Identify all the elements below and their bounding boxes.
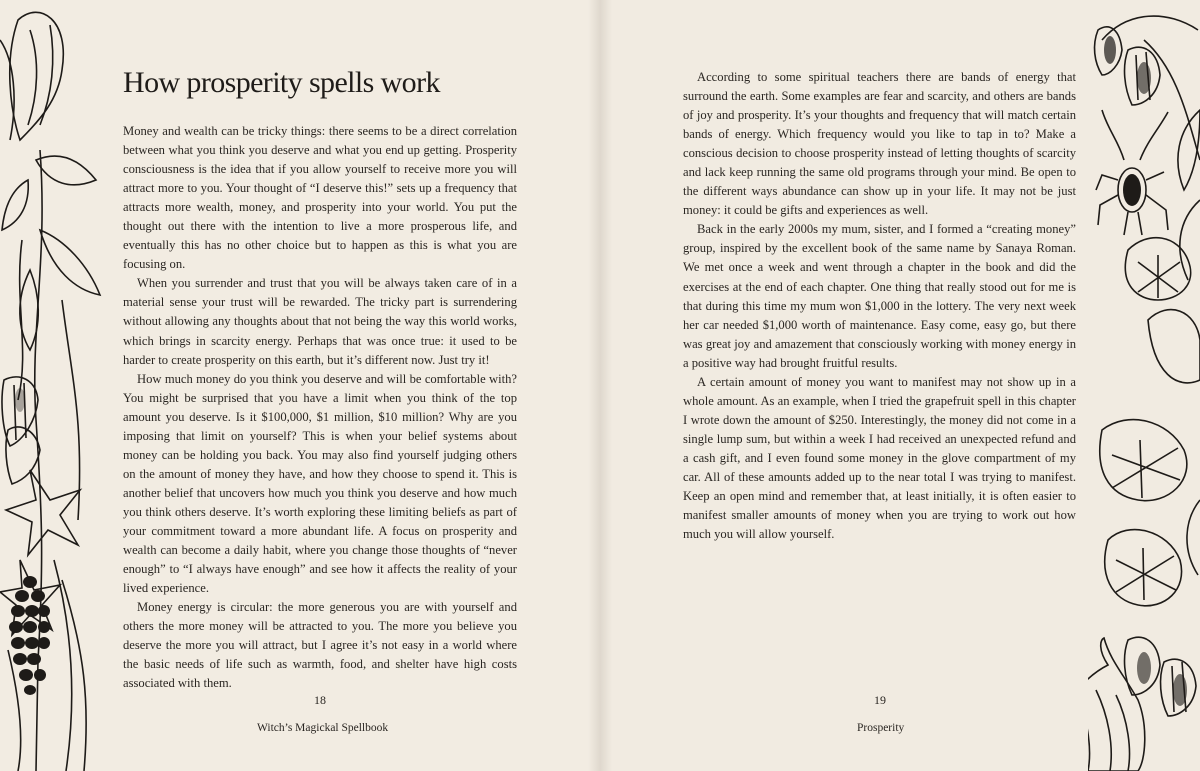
right-botanical-illustration xyxy=(1088,0,1200,771)
body-paragraph: A certain amount of money you want to manifest may not show up in a whole amount. As an example, when I tried the grapefruit spell in this chapter I wrote down the amount of $250. Interestingly, the money did not come in a single lump sum, but within a week I had received an unexpected refund and a cash gift, and I even found some money in the glove compartment of my car. All of these amounts added up to the near total I was trying to manifest. Keep an open mind and remember that, at least initially, it is often easier to manifest smaller amounts of money when you are trying to work out how much you will allow yourself. xyxy=(683,374,1076,542)
body-paragraph: Money energy is circular: the more generous you are with yourself and others the more money will be attracted to you. The more you believe you deserve the more you will attract, but I agree it’s not easy in a world where the basic needs of life such as warmth, food, and shelter have high costs associated with them. xyxy=(123,600,517,691)
right-page-body xyxy=(683,68,1076,544)
running-footer-right: Prosperity xyxy=(857,722,905,734)
book-gutter xyxy=(588,0,612,771)
body-paragraph: When you surrender and trust that you will be always taken care of in a material sense your trust will be rewarded. The tricky part is surrendering without allowing any thoughts about that not being the way this world works, which brings in scarcity energy. Perhaps that was once true: it used to be harder to create prosperity on this earth, but it’s different now. Just try it! xyxy=(123,276,517,367)
left-page-body xyxy=(123,122,517,693)
body-paragraph: Back in the early 2000s my mum, sister, and I formed a “creating money” group, inspired by the excellent book of the same name by Sanaya Roman. We met once a week and went through a chapter in the book and did the exercises at the end of each chapter. One thing that really stood out for me is that during this time my mum won $1,000 in the lottery. The very next week her car needed $1,000 worth of maintenance. Easy come, easy go, but there was great joy and amazement that consciously working with money energy in a positive way had brought fruitful results. xyxy=(683,222,1076,370)
body-paragraph: Money and wealth can be tricky things: there seems to be a direct correlation between what you think you deserve and what you end up getting. Prosperity consciousness is the idea that if you allow yourself to receive more you will attract more to you. Your thought of “I deserve this!” sets up a frequency that attracts more wealth, money, and prosperity into your world. You put the thought out there with the intention to live a more prosperous life, and eventually this has no other choice but to happen as this is what you are focusing on. xyxy=(123,124,517,272)
page-number-right: 19 xyxy=(874,693,886,707)
body-paragraph: According to some spiritual teachers there are bands of energy that surround the earth. Some examples are fear and scarcity, and others are bands of joy and prosperity. It’s your thoughts and frequency that will match certain bands of energy. Which frequency would you like to tap in to? Make a conscious decision to choose prosperity instead of letting thoughts of scarcity and lack keep running the same old programs through your mind. Be open to the different ways abundance can show up in your life. It may not be just money: it could be gifts and experiences as well. xyxy=(683,70,1076,218)
page-number-left: 18 xyxy=(314,693,326,707)
body-paragraph: How much money do you think you deserve and will be comfortable with? You might be surprised that you have a limit when you think of the top amount you deserve. Is it $100,000, $1 million, $10 million? Why are you imposing that limit on yourself? This is when your belief systems about money can be holding you back. You may also find yourself judging others on the amount of money they have, and how they choose to spend it. This is another belief that uncovers how much you think you deserve and how much you think others deserve. It’s worth exploring these limiting beliefs as part of your commitment toward a more abundant life. A focus on prosperity and wealth can become a daily habit, where you change those thoughts of “never enough” to “I always have enough” and see how it affects the reality of your lived experience. xyxy=(123,371,517,596)
running-footer-left: Witch’s Magickal Spellbook xyxy=(257,722,389,734)
left-botanical-illustration xyxy=(0,0,112,771)
page-title: How prosperity spells work xyxy=(123,66,440,99)
